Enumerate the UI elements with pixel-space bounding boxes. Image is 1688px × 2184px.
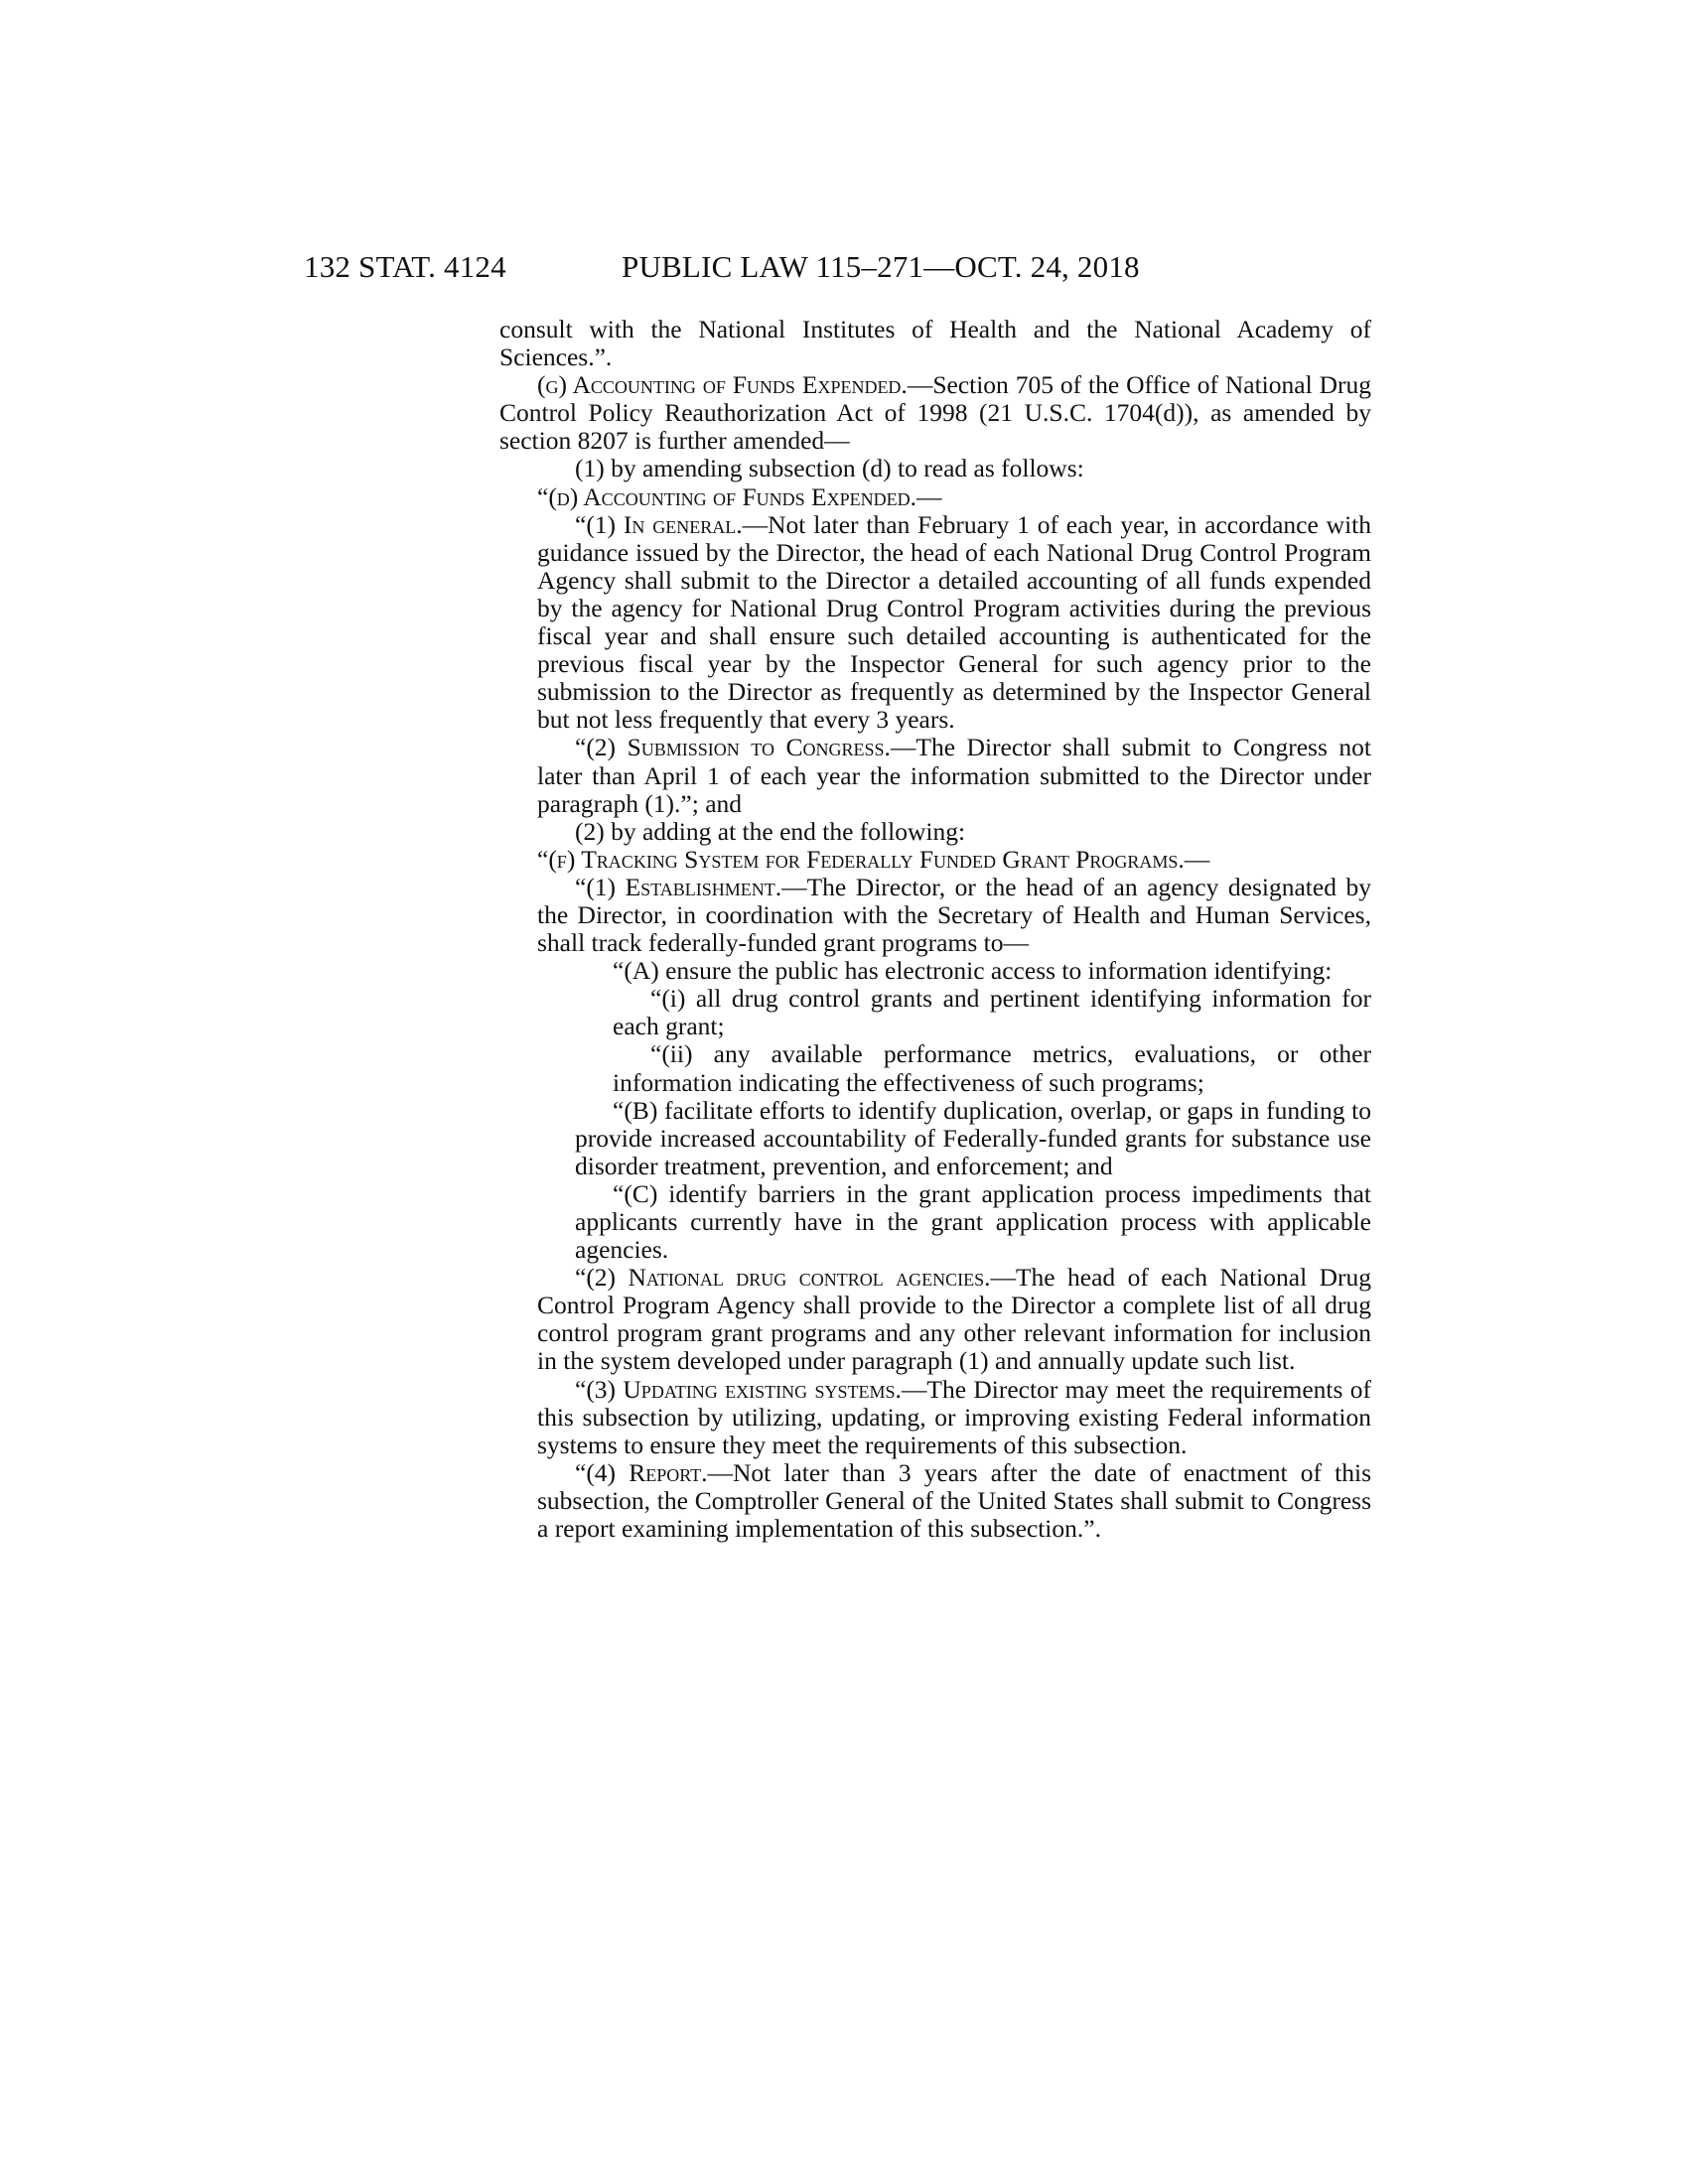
amendment-1: (1) by amending subsection (d) to read as follows: (575, 454, 1084, 483)
subsection-g: (g) Accounting of Funds Expended.—Section 705 of the Office of National Drug Control Policy Reauthorization Act of 1998 (21 U.S.C. 1704(d)), as amended by section 8207 is further amended— (499, 370, 1371, 456)
subsection-f-heading: “(f) Tracking System for Federally Funded Grant Programs. (537, 844, 1185, 874)
subsection-d-heading: “(d) Accounting of Funds Expended. (537, 481, 916, 511)
subsection-f: “(f) Tracking System for Federally Funded Grant Programs.— (537, 844, 1210, 874)
paragraph-f1: “(1) Establishment.—The Director, or the head of an agency designated by the Director, in coordination with the Secretary of Health and Human Services, shall track federally-funded grant programs to— (537, 872, 1371, 958)
paragraph-f2: “(2) National drug control agencies.—The head of each National Drug Control Program Agency shall provide to the Director a complete list of all drug control program grant programs and any other relevant information for inclusion in the system developed under paragraph (1) and annually update such list. (537, 1263, 1371, 1376)
paragraph-f1-heading: “(1) Establishment. (575, 872, 782, 901)
paragraph-f3-heading: “(3) Updating existing systems. (575, 1374, 902, 1404)
document-body (499, 316, 1371, 1543)
paragraph-continuation: consult with the National Institutes of Health and the National Academy of Sciences.”. (499, 315, 1371, 372)
page-header (304, 246, 1371, 288)
clause-ii: “(ii) any available performance metrics, evaluations, or other information indicating the effectiveness of such programs; (613, 1039, 1371, 1097)
subparagraph-b: “(B) facilitate efforts to identify duplication, overlap, or gaps in funding to provide increased accountability of Federally-funded grants for substance use disorder treatment, prevention, and enforcement; and (575, 1095, 1371, 1180)
paragraph-f4: “(4) Report.—Not later than 3 years after the date of enactment of this subsection, the Comptroller General of the United States shall submit to Congress a report examining implementation of this subsection.”. (537, 1457, 1371, 1544)
paragraph-d1-heading: “(1) In general. (575, 509, 743, 539)
clause-i: “(i) all drug control grants and pertinent identifying information for each grant; (613, 984, 1371, 1041)
subsection-d: “(d) Accounting of Funds Expended.— (537, 481, 942, 511)
subparagraph-c: “(C) identify barriers in the grant application process impediments that applicants currently have in the grant application process with applicable agencies. (575, 1178, 1371, 1265)
paragraph-d2-heading: “(2) Submission to Congress. (575, 733, 891, 762)
subparagraph-a: “(A) ensure the public has electronic access to information identifying: (613, 956, 1333, 986)
paragraph-d2: “(2) Submission to Congress.—The Director shall submit to Congress not later than April 1 of each year the information submitted to the Director under paragraph (1).”; and (537, 733, 1371, 818)
statute-reference: 132 STAT. 4124 (304, 249, 506, 284)
subsection-g-heading: (g) Accounting of Funds Expended. (537, 370, 908, 400)
paragraph-f4-heading: “(4) Report. (575, 1457, 708, 1487)
amendment-2: (2) by adding at the end the following: (575, 816, 966, 846)
paragraph-f3: “(3) Updating existing systems.—The Director may meet the requirements of this subsection by utilizing, updating, or improving existing Federal information systems to ensure they meet the requirements of this subsection. (537, 1374, 1371, 1459)
law-title: PUBLIC LAW 115–271—OCT. 24, 2018 (622, 249, 1140, 284)
paragraph-d1: “(1) In general.—Not later than February 1 of each year, in accordance with guidance issued by the Director, the head of each National Drug Control Program Agency shall submit to the Director a detailed accounting of all funds expended by the agency for National Drug Control Program activities during the previous fiscal year and shall ensure such detailed accounting is authenticated for the previous fiscal year by the Inspector General for such agency prior to the submission to the Director as frequently as determined by the Inspector General but not less frequently that every 3 years. (537, 509, 1372, 735)
paragraph-f2-heading: “(2) National drug control agencies. (575, 1263, 991, 1293)
